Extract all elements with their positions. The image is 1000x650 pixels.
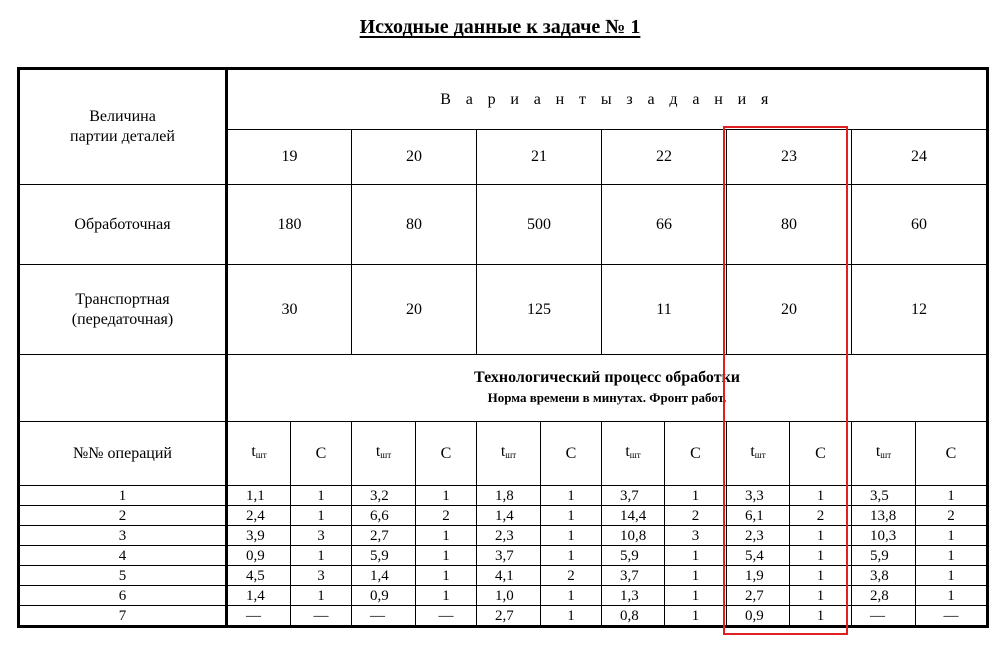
time-value: 10,8 (602, 526, 665, 546)
time-value: 1,9 (727, 566, 790, 586)
count-value: 1 (665, 546, 727, 566)
time-value: 0,9 (227, 546, 291, 566)
count-value: 1 (790, 606, 852, 627)
count-value: 1 (665, 486, 727, 506)
col-header-c: С (416, 422, 477, 486)
time-value: 5,4 (727, 546, 790, 566)
count-value: 1 (541, 506, 602, 526)
batch-value: 180 (227, 185, 352, 265)
process-header (227, 355, 988, 422)
count-value: 3 (291, 526, 352, 546)
operation-number: 2 (19, 506, 227, 526)
table-row (19, 606, 988, 627)
operation-number: 1 (19, 486, 227, 506)
count-value: 1 (916, 526, 988, 546)
count-value: 1 (916, 546, 988, 566)
count-value: 1 (665, 566, 727, 586)
time-value: 2,7 (352, 526, 416, 546)
time-value: 1,0 (477, 586, 541, 606)
operation-number: 4 (19, 546, 227, 566)
time-value: 14,4 (602, 506, 665, 526)
time-value: 2,8 (852, 586, 916, 606)
variant-22: 22 (602, 130, 727, 185)
process-subtitle: Норма времени в минутах. Фронт работ. (487, 390, 727, 405)
time-value: 10,3 (852, 526, 916, 546)
time-value: 4,1 (477, 566, 541, 586)
time-value: 2,3 (477, 526, 541, 546)
operation-number: 6 (19, 586, 227, 606)
time-value: 0,8 (602, 606, 665, 627)
count-value: 2 (541, 566, 602, 586)
batch-value: 60 (852, 185, 988, 265)
table-row (19, 546, 988, 566)
col-header-c: С (916, 422, 988, 486)
col-header-c: С (790, 422, 852, 486)
time-value: 1,1 (227, 486, 291, 506)
time-value: 3,7 (602, 566, 665, 586)
count-value: 2 (665, 506, 727, 526)
variants-title: В а р и а н т ы з а д а н и я (227, 69, 988, 130)
time-value: 3,7 (477, 546, 541, 566)
count-value: — (416, 606, 477, 627)
time-value: 4,5 (227, 566, 291, 586)
count-value: 1 (416, 526, 477, 546)
table-row (19, 486, 988, 506)
time-value: 6,6 (352, 506, 416, 526)
process-title: Технологический процесс обработки (474, 369, 740, 386)
count-value: 1 (541, 606, 602, 627)
time-value: 13,8 (852, 506, 916, 526)
count-value: — (291, 606, 352, 627)
count-value: 1 (291, 506, 352, 526)
time-value: 1,8 (477, 486, 541, 506)
ops-label: №№ операций (19, 422, 227, 486)
time-value: 0,9 (352, 586, 416, 606)
operation-number: 5 (19, 566, 227, 586)
count-value: 1 (790, 526, 852, 546)
batch-value: 30 (227, 265, 352, 355)
batch-value: 125 (477, 265, 602, 355)
variant-24: 24 (852, 130, 988, 185)
batch-value: 80 (352, 185, 477, 265)
time-value: 5,9 (852, 546, 916, 566)
variant-23: 23 (727, 130, 852, 185)
count-value: 1 (416, 546, 477, 566)
time-value: 3,9 (227, 526, 291, 546)
time-value: 0,9 (727, 606, 790, 627)
page-title: Исходные данные к задаче № 1 (359, 16, 641, 38)
count-value: 1 (291, 546, 352, 566)
col-header-t: tшт (602, 422, 665, 486)
count-value: 1 (541, 546, 602, 566)
col-header-c: С (541, 422, 602, 486)
col-header-t: tшт (477, 422, 541, 486)
time-value: — (352, 606, 416, 627)
col-header-t: tшт (852, 422, 916, 486)
batch-value: 11 (602, 265, 727, 355)
count-value: 2 (790, 506, 852, 526)
time-value: 1,3 (602, 586, 665, 606)
count-value: 1 (291, 586, 352, 606)
count-value: 1 (665, 606, 727, 627)
batch-value: 20 (727, 265, 852, 355)
count-value: 1 (790, 546, 852, 566)
count-value: 1 (916, 566, 988, 586)
count-value: 3 (665, 526, 727, 546)
batch-row-label: Транспортная (передаточная) (19, 265, 227, 355)
count-value: 1 (416, 586, 477, 606)
time-value: 1,4 (227, 586, 291, 606)
operation-number: 3 (19, 526, 227, 546)
time-value: 2,7 (727, 586, 790, 606)
count-value: 1 (790, 566, 852, 586)
time-value: 2,3 (727, 526, 790, 546)
count-value: 1 (541, 486, 602, 506)
variant-20: 20 (352, 130, 477, 185)
time-value: 1,4 (477, 506, 541, 526)
count-value: 1 (790, 486, 852, 506)
table-row (19, 506, 988, 526)
time-value: 3,3 (727, 486, 790, 506)
time-value: 2,7 (477, 606, 541, 627)
count-value: 1 (416, 486, 477, 506)
count-value: 3 (291, 566, 352, 586)
variant-21: 21 (477, 130, 602, 185)
batch-value: 80 (727, 185, 852, 265)
col-header-t: tшт (352, 422, 416, 486)
time-value: 3,5 (852, 486, 916, 506)
count-value: 1 (416, 566, 477, 586)
count-value: 1 (541, 526, 602, 546)
count-value: 1 (541, 586, 602, 606)
count-value: 1 (916, 486, 988, 506)
operation-number: 7 (19, 606, 227, 627)
time-value: — (227, 606, 291, 627)
count-value: 1 (291, 486, 352, 506)
count-value: 1 (790, 586, 852, 606)
batch-value: 500 (477, 185, 602, 265)
batch-value: 20 (352, 265, 477, 355)
time-value: 3,8 (852, 566, 916, 586)
count-value: — (916, 606, 988, 627)
time-value: 5,9 (602, 546, 665, 566)
time-value: 3,2 (352, 486, 416, 506)
table-row (19, 586, 988, 606)
time-value: 5,9 (352, 546, 416, 566)
variant-19: 19 (227, 130, 352, 185)
batch-row-label: Обработочная (19, 185, 227, 265)
count-value: 2 (916, 506, 988, 526)
count-value: 1 (665, 586, 727, 606)
time-value: 6,1 (727, 506, 790, 526)
table-row (19, 566, 988, 586)
time-value: 2,4 (227, 506, 291, 526)
row-header-label: Величина партии деталей (19, 69, 227, 185)
col-header-t: tшт (727, 422, 790, 486)
count-value: 2 (416, 506, 477, 526)
batch-value: 66 (602, 185, 727, 265)
time-value: 1,4 (352, 566, 416, 586)
time-value: 3,7 (602, 486, 665, 506)
time-value: — (852, 606, 916, 627)
empty-cell (19, 355, 227, 422)
col-header-c: С (665, 422, 727, 486)
data-table (17, 67, 989, 628)
col-header-c: С (291, 422, 352, 486)
col-header-t: tшт (227, 422, 291, 486)
batch-value: 12 (852, 265, 988, 355)
table-row (19, 526, 988, 546)
count-value: 1 (916, 586, 988, 606)
